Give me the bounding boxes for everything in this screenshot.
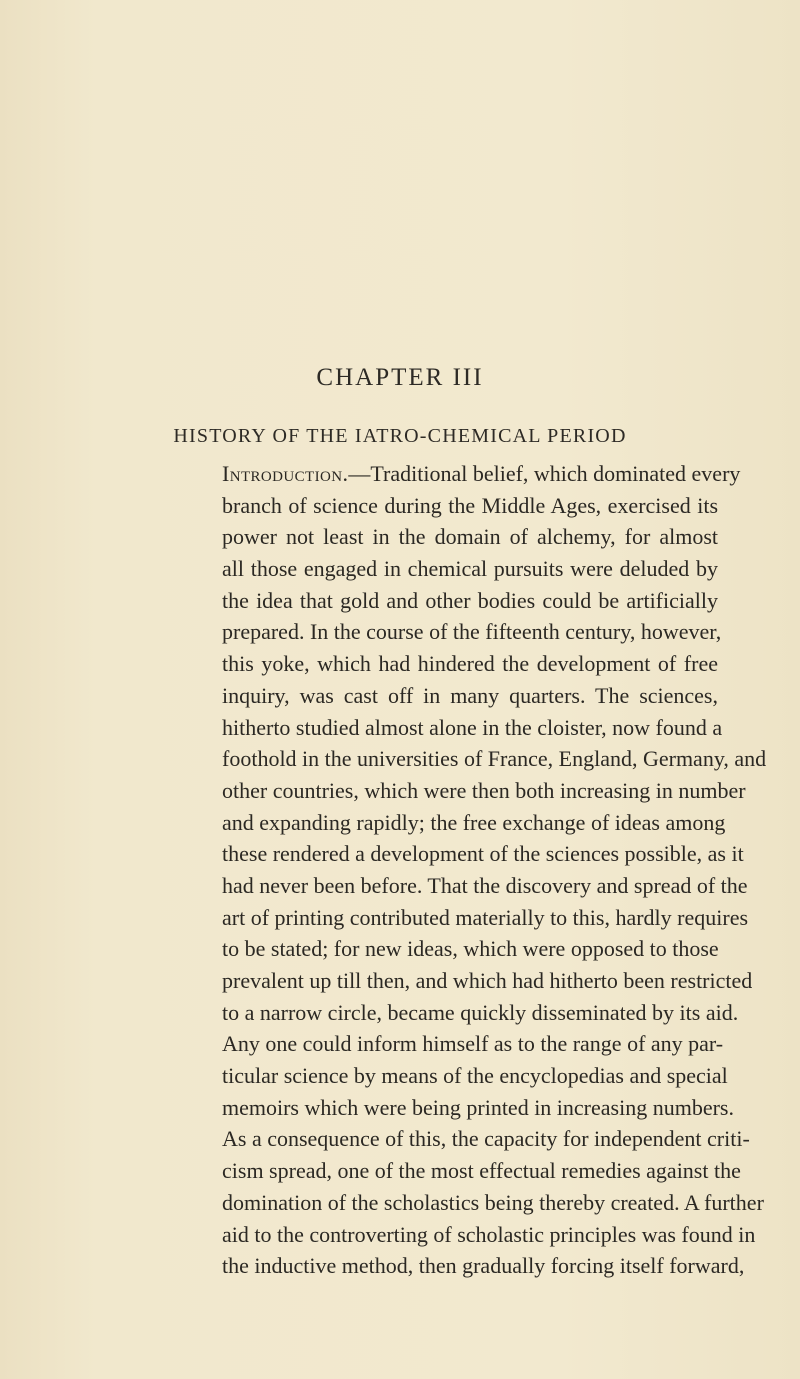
text-line: hitherto studied almost alone in the cloister, now found a [222, 714, 723, 740]
text-line: ticular science by means of the encyclopedias and special [222, 1063, 728, 1089]
text-line: inquiry, was cast off in many quarters. The sciences, [222, 682, 718, 708]
text-line: prevalent up till then, and which had hitherto been restricted [222, 968, 753, 993]
text-line: other countries, which were then both increasing in number [222, 777, 746, 803]
section-lead-in: Introduction. [222, 461, 349, 486]
text-line: the idea that gold and other bodies could be artificially [222, 587, 718, 613]
text-line: this yoke, which had hindered the development of free [222, 651, 718, 677]
text-line-content: —Traditional belief, which dominated every [348, 461, 741, 486]
text-line: memoirs which were being printed in increasing numbers. [222, 1094, 734, 1120]
text-line: these rendered a development of the sciences possible, as it [222, 841, 744, 867]
text-line: Any one could inform himself as to the range of any par- [222, 1031, 724, 1057]
chapter-number: CHAPTER III [316, 364, 484, 391]
text-line: aid to the controverting of scholastic principles was found in [222, 1221, 756, 1247]
text-line: to be stated; for new ideas, which were opposed to those [222, 936, 719, 962]
text-line: art of printing contributed materially to this, hardly requires [222, 904, 749, 930]
text-line: and expanding rapidly; the free exchange of ideas among [222, 809, 726, 835]
text-line: domination of the scholastics being thereby created. A further [222, 1189, 764, 1215]
text-line: foothold in the universities of France, England, Germany, and [222, 746, 767, 772]
text-line: to a narrow circle, became quickly disseminated by its aid. [222, 999, 739, 1025]
text-line [222, 458, 741, 490]
text-line: the inductive method, then gradually forcing itself forward, [222, 1253, 745, 1279]
text-line: had never been before. That the discovery and spread of the [222, 872, 748, 898]
body-text [222, 458, 767, 1282]
text-line: prepared. In the course of the fifteenth century, however, [222, 619, 722, 645]
text-line: As a consequence of this, the capacity for independent criti- [222, 1126, 750, 1152]
chapter-title: HISTORY OF THE IATRO-CHEMICAL PERIOD [173, 425, 627, 447]
text-line: all those engaged in chemical pursuits were deluded by [222, 556, 718, 582]
text-line: power not least in the domain of alchemy, for almost [222, 524, 718, 550]
text-line: branch of science during the Middle Ages, exercised its [222, 492, 718, 518]
text-line: cism spread, one of the most effectual remedies against the [222, 1158, 741, 1184]
